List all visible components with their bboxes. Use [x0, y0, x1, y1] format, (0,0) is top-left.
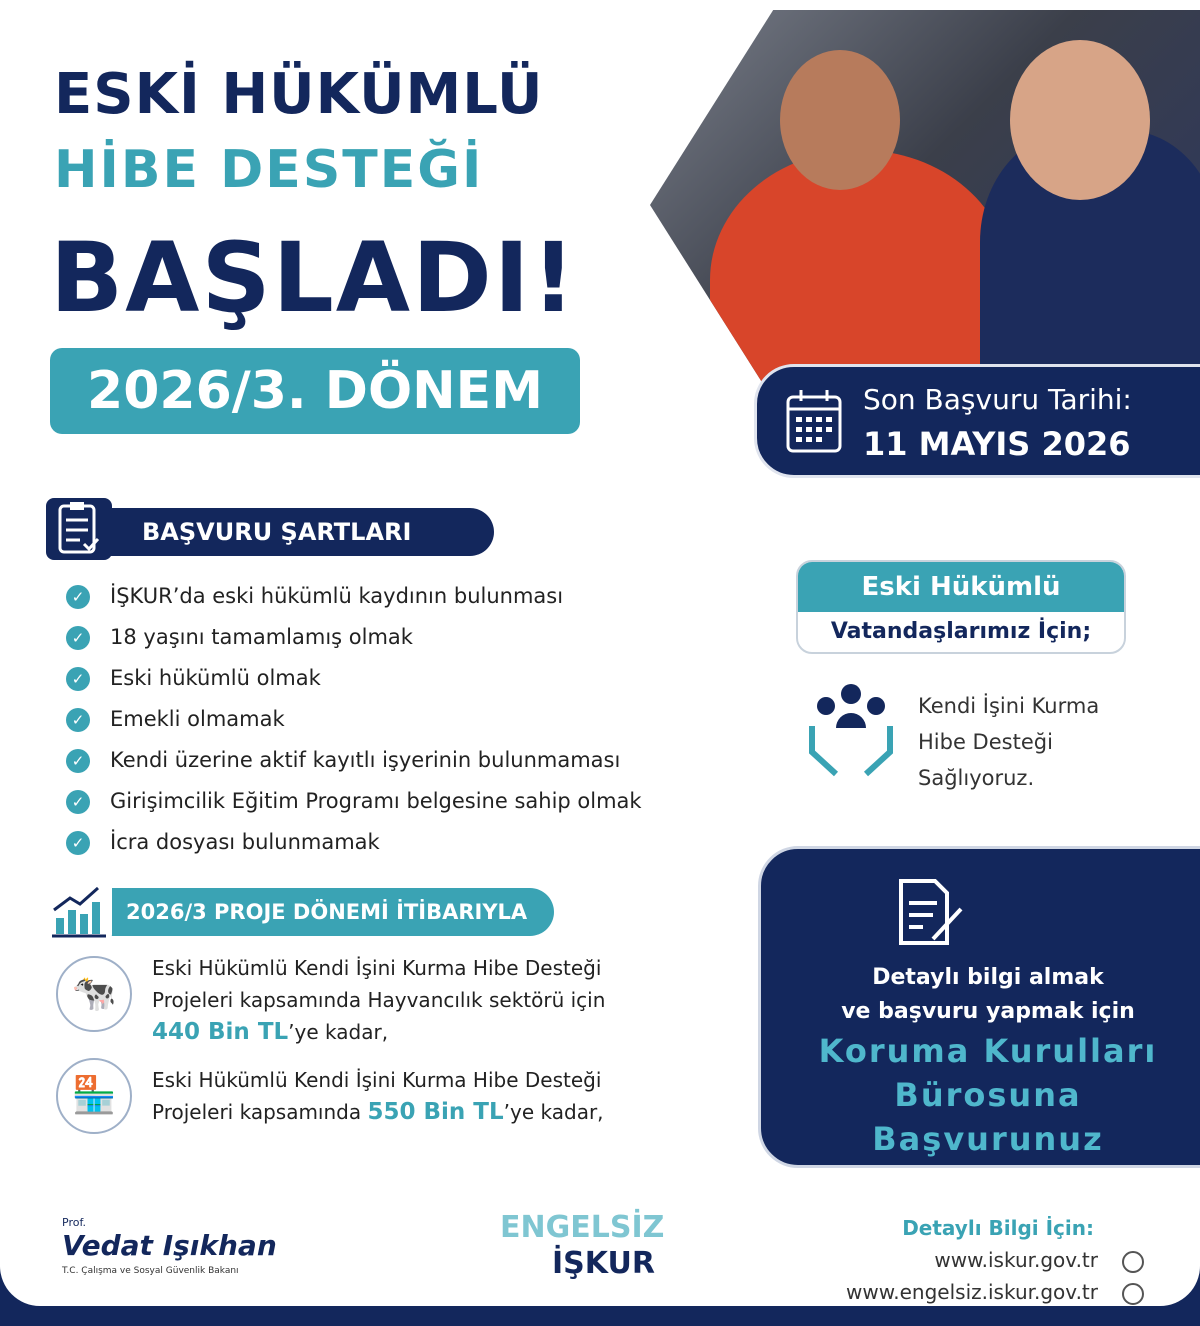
info-box — [758, 846, 1200, 1168]
requirement-text: 18 yaşını tamamlamış olmak — [110, 625, 413, 649]
grant-suffix: ’ye kadar, — [288, 1020, 389, 1044]
deadline-banner — [754, 364, 1200, 478]
globe-icon — [1122, 1283, 1144, 1305]
check-icon: ✓ — [66, 708, 90, 732]
requirement-text: Eski hükümlü olmak — [110, 666, 321, 690]
check-icon: ✓ — [66, 790, 90, 814]
requirement-item — [66, 707, 285, 732]
title-line-1: ESKİ HÜKÜMLÜ — [54, 62, 544, 127]
requirement-item — [66, 625, 413, 650]
info-highlight: Bürosuna — [894, 1076, 1082, 1114]
check-icon: ✓ — [66, 749, 90, 773]
grant-general — [56, 1064, 676, 1128]
requirements-heading: BAŞVURU ŞARTLARI — [80, 508, 494, 556]
requirement-text: Girişimcilik Eğitim Programı belgesine sahip olmak — [110, 789, 642, 813]
project-heading: 2026/3 PROJE DÖNEMİ İTİBARIYLA — [80, 888, 554, 936]
document-pen-icon — [893, 877, 969, 949]
handshake-photo — [650, 10, 1200, 400]
minister-signature — [62, 1216, 277, 1276]
deadline-label: Son Başvuru Tarihi: — [863, 383, 1132, 416]
calendar-icon — [785, 387, 843, 455]
requirement-item — [66, 830, 380, 855]
requirement-item — [66, 789, 642, 814]
engelsiz-link[interactable]: www.engelsiz.iskur.gov.tr — [846, 1280, 1098, 1304]
title-line-3: BAŞLADI! — [50, 222, 578, 334]
engelsiz-iskur-logo — [500, 1210, 664, 1282]
shop-icon: 🏪 — [56, 1058, 132, 1134]
contact-label: Detaylı Bilgi İçin: — [902, 1216, 1094, 1240]
info-line: ve başvuru yapmak için — [841, 999, 1135, 1024]
people-hands-icon — [806, 682, 896, 782]
check-icon: ✓ — [66, 667, 90, 691]
requirement-text: Kendi üzerine aktif kayıtlı işyerinin bulunmaması — [110, 748, 621, 772]
period-badge: 2026/3. DÖNEM — [50, 348, 580, 434]
target-box — [796, 560, 1126, 654]
info-line: Detaylı bilgi almak — [872, 965, 1104, 990]
growth-chart-icon — [46, 880, 112, 942]
cow-icon: 🐄 — [56, 956, 132, 1032]
support-line: Hibe Desteği — [918, 730, 1053, 754]
check-icon: ✓ — [66, 626, 90, 650]
logo-bottom: İŞKUR — [552, 1246, 655, 1281]
grant-amount: 440 Bin TL — [152, 1019, 289, 1045]
title-line-2: HİBE DESTEĞİ — [54, 140, 484, 200]
minister-name: Vedat Işıkhan — [62, 1229, 277, 1262]
grant-text: Eski Hükümlü Kendi İşini Kurma Hibe Desteği — [152, 956, 602, 980]
grant-text: Projeleri kapsamında — [152, 1100, 362, 1124]
minister-title: T.C. Çalışma ve Sosyal Güvenlik Bakanı — [62, 1266, 239, 1276]
info-highlight: Koruma Kurulları — [818, 1032, 1158, 1070]
requirement-text: İŞKUR’da eski hükümlü kaydının bulunması — [110, 584, 564, 608]
check-icon: ✓ — [66, 585, 90, 609]
logo-top: ENGELSİZ — [500, 1210, 665, 1245]
target-subtitle: Vatandaşlarımız İçin; — [830, 619, 1092, 644]
requirement-text: İcra dosyası bulunmamak — [110, 830, 380, 854]
requirement-item — [66, 584, 563, 609]
minister-prof: Prof. — [62, 1216, 87, 1229]
grant-suffix: ’ye kadar, — [503, 1100, 604, 1124]
grant-text: Projeleri kapsamında Hayvancılık sektörü için — [152, 988, 606, 1012]
contact-info — [846, 1212, 1144, 1306]
requirement-item — [66, 748, 620, 773]
checklist-icon — [46, 498, 112, 560]
support-line: Kendi İşini Kurma — [918, 694, 1100, 718]
requirement-text: Emekli olmamak — [110, 707, 285, 731]
target-title: Eski Hükümlü — [798, 562, 1124, 612]
requirement-item — [66, 666, 321, 691]
grant-livestock — [56, 952, 676, 1048]
globe-icon — [1122, 1251, 1144, 1273]
deadline-date: 11 MAYIS 2026 — [863, 425, 1131, 463]
info-highlight: Başvurunuz — [872, 1120, 1104, 1158]
iskur-link[interactable]: www.iskur.gov.tr — [934, 1248, 1098, 1272]
support-line: Sağlıyoruz. — [918, 766, 1035, 790]
grant-text: Eski Hükümlü Kendi İşini Kurma Hibe Desteği — [152, 1068, 602, 1092]
grant-amount: 550 Bin TL — [367, 1099, 504, 1125]
check-icon: ✓ — [66, 831, 90, 855]
support-text — [918, 688, 1099, 796]
